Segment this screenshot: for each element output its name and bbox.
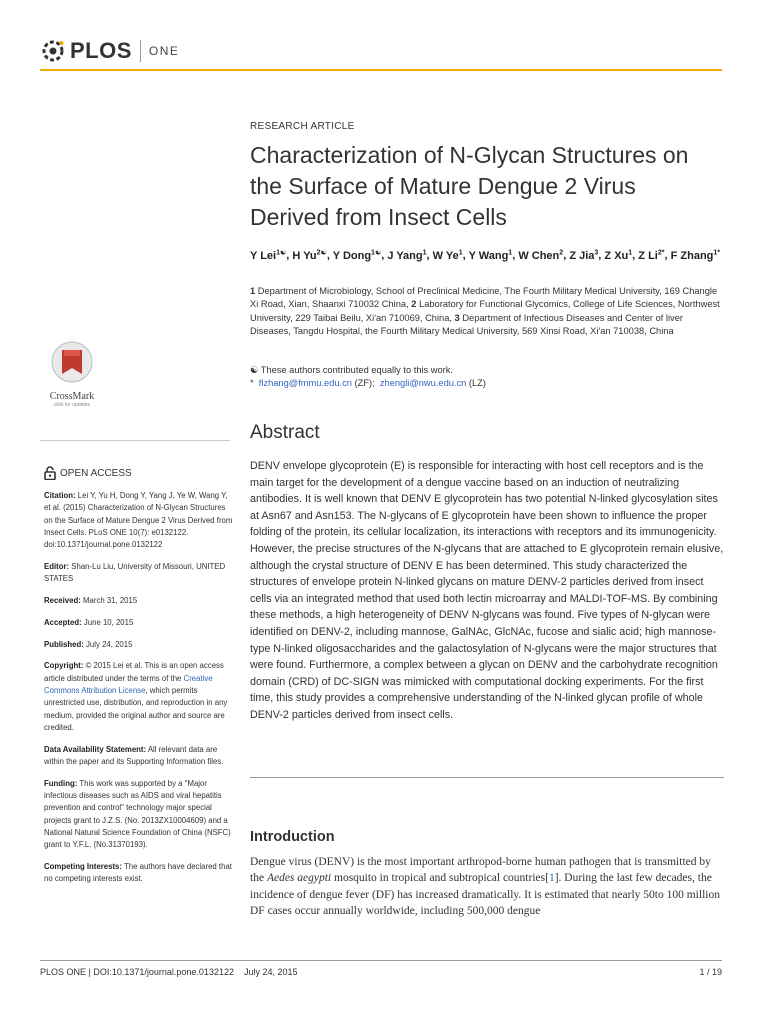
author-affiliation-marker: 1* <box>713 249 721 256</box>
author-affiliation-marker: 1☯ <box>371 249 382 256</box>
affiliation-text: Laboratory for Functional Glycomics, College of Life Sciences, Northwest University, 229 Taibai Beilu, Xi'an 710069, China, <box>250 299 720 323</box>
competing-interests-block: Competing Interests: The authors have declared that no competing interests exist. <box>44 862 232 884</box>
reference-link-1[interactable]: 1 <box>548 872 555 885</box>
cc-license-link[interactable]: Creative Commons Attribution License <box>44 673 213 696</box>
author-name: Z Jia$^3$ <box>569 249 599 262</box>
affiliation-number: 3 <box>454 312 463 323</box>
author-affiliation-marker: 2* <box>657 249 665 256</box>
crossmark-sublabel: click for updates <box>53 402 91 408</box>
logo-separator <box>140 40 141 62</box>
introduction-heading: Introduction <box>250 829 335 845</box>
open-access-badge <box>44 466 132 480</box>
author-name: F Zhang$^{1*}$ <box>670 249 721 262</box>
equal-contribution-note: ☯ These authors contributed equally to this work. <box>250 365 454 375</box>
affiliation-text: Department of Microbiology, School of Preclinical Medicine, The Fourth Military Medical University, 169 Changle Xi Road, Xian, Shaanxi 710032 China, <box>250 286 718 310</box>
open-lock-icon <box>44 466 56 480</box>
article-info-sidebar <box>44 490 234 895</box>
author-name: W Ye$^1$ <box>432 249 463 262</box>
author-affiliation-marker: 1 <box>508 249 513 256</box>
editor-block: Editor: Shan-Lu Liu, University of Missouri, UNITED STATES <box>44 561 226 584</box>
sidebar-divider <box>40 440 230 441</box>
author-affiliation-marker: 1 <box>628 249 633 256</box>
author-affiliation-marker: 3 <box>594 249 599 256</box>
copyright-block: Copyright: © 2015 Lei et al. This is an open access article distributed under the terms of the Creative Commons Attribution License, which permits unrestricted use, distribution, and reproduction in any medium, provided the original author and source are credited. <box>44 661 228 732</box>
author-name: Y Wang$^1$ <box>468 249 513 262</box>
author-affiliation-marker: 2 <box>559 249 564 256</box>
author-name: Z Xu$^1$ <box>604 249 633 262</box>
logo-brand: PLOS <box>70 38 132 63</box>
author-name: H $Yu^{2☯}$ <box>292 249 327 262</box>
introduction-body: Dengue virus (DENV) is the most important arthropod-borne human pathogen that is transmitted by the Aedes aegypti mosquito in tropical and subtropical countries[1]. During the last few decades, the incidence of dengue fever (DF) has increased dramatically. It is estimated that nearly 50to 100 million DF cases occur annually worldwide, including 500,000 dengue <box>250 856 720 918</box>
author-name: J Yang$^1$ <box>387 249 427 262</box>
equal-contribution-icon: ☯ <box>250 365 259 375</box>
header-rule <box>40 69 722 71</box>
article-title: Characterization of N-Glycan Structures on the Surface of Mature Dengue 2 Virus Derived from Insect Cells <box>250 142 689 230</box>
plos-logo-icon <box>40 38 66 64</box>
funding-block: Funding: This work was supported by a "Major infectious diseases such as AIDS and viral hepatitis prevention and control" technology major special projects grant to J.Z.S. (No. 2013ZX10004609) and a National Natural Science Foundation of China (NSFC) grant to Y.F.L. (No.31370193). <box>44 778 231 850</box>
author-affiliation-marker: 1 <box>458 249 463 256</box>
author-notes <box>250 364 720 390</box>
page-number: 1 / 19 <box>699 967 722 977</box>
crossmark-badge[interactable] <box>40 340 104 408</box>
abstract-heading: Abstract <box>250 422 320 443</box>
author-affiliation-marker: 1 <box>422 249 427 256</box>
email-link-lz[interactable]: zhengli@nwu.edu.cn <box>379 378 467 388</box>
open-access-label: OPEN ACCESS <box>60 467 132 479</box>
crossmark-icon <box>50 340 94 384</box>
abstract-divider <box>250 777 724 778</box>
logo-journal: ONE <box>148 44 180 58</box>
author-list: Y Lei$^{1☯}$, H $Yu^{2☯}$, Y Dong$^{1☯}$, J Yang$^1$, W Ye$^1$, Y Wang$^1$, W Chen$^2$, Z Jia$^3$, Z Xu$^1$, Z $Li^{2*}$, F Zhang$^{1*}$ <box>250 249 721 262</box>
published-block: Published: July 24, 2015 <box>44 639 133 649</box>
author-name: Z $Li^{2*}$ <box>638 249 665 262</box>
abstract-body: DENV envelope glycoprotein (E) is responsible for interacting with host cell receptors and is the main target for the development of a dengue vaccine based on an induction of neutralizing antibodies. It is well known that DENV E glycoprotein has two potential N-linked glycosylation sites at Asn67 and Asn153. The N-glycans of E glycoprotein have been shown to influence the proper folding of the protein, its cellular localization, its interactions with receptors and its immunogenicity. However, the precise structures of the N-glycans that are attached to E glycoprotein remain elusive, although the crystal structure of DENV E has been determined. This study characterized the structures of envelope protein N-linked glycans on mature DENV-2 particles derived from insect cells via an integrated method that used both lectin microarray and MALDI-TOF-MS. By combining these methods, a high heterogeneity of DENV N-glycans was found. Five types of N-glycan were identified on DENV-2, including mannose, GalNAc, GlcNAc, fucose and sialic acid; high mannose-type N-linked oligosaccharides and the galactosylation of N-glycans were the major structures that were found. Furthermore, a complex between a glycan on DENV and the carbohydrate recognition domain (CRD) of DC-SIGN was mimicked with computational docking experiments. For the first time, this study provides a comprehensive understanding of the N-linked glycan profile of whole DENV-2 particles derived from insect cells. <box>250 460 724 721</box>
affiliation-text: Department of Infectious Diseases and Center of liver Diseases, Tangdu Hospital, the Fourth Military Medical University, 569 Xinsi Road, Xi'an 710038, China <box>250 312 683 336</box>
affiliation-number: 2 <box>411 299 420 310</box>
crossmark-label: CrossMark <box>49 391 95 402</box>
author-name: W Chen$^2$ <box>518 249 564 262</box>
author-name: Y Dong$^{1☯}$ <box>332 249 382 262</box>
data-availability-block: Data Availability Statement: All relevant data are within the paper and its Supporting Information files. <box>44 744 224 767</box>
author-affiliation-marker: 1☯ <box>276 249 287 256</box>
affiliation-number: 1 <box>250 286 258 296</box>
plos-one-logo <box>40 36 179 66</box>
accepted-block: Accepted: June 10, 2015 <box>44 617 134 627</box>
author-affiliation-marker: 2☯ <box>316 249 327 256</box>
affiliations <box>250 285 720 338</box>
email-link-zf[interactable]: flzhang@fmmu.edu.cn <box>258 378 352 388</box>
footer-rule <box>40 960 722 961</box>
article-type: RESEARCH ARTICLE <box>250 121 355 132</box>
received-block: Received: March 31, 2015 <box>44 596 138 606</box>
corresponding-emails: * flzhang@fmmu.edu.cn (ZF); zhengli@nwu.edu.cn (LZ) <box>250 378 486 388</box>
footer-citation: PLOS ONE | DOI:10.1371/journal.pone.0132122 July 24, 2015 <box>40 967 298 977</box>
citation-block: Citation: Lei Y, Yu H, Dong Y, Yang J, Ye W, Wang Y, et al. (2015) Characterization of N-Glycan Structures on the Surface of Mature Dengue 2 Virus Derived from Insect Cells. PLoS ONE 10(7): e0132122. doi:10.1371/journal.pone.0132122 <box>44 491 233 550</box>
author-name: Y Lei$^{1☯}$ <box>250 249 287 262</box>
